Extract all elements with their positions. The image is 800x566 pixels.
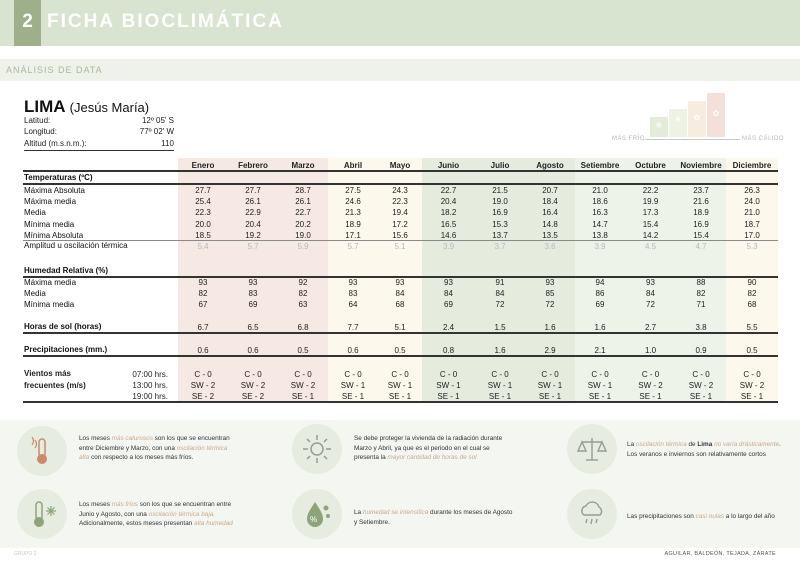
insight-humidity: La humedad se intensifica durante los meses de Agosto y Setiembre. xyxy=(354,509,513,526)
table-cell: 14.7 xyxy=(592,220,608,229)
altitude-field xyxy=(24,138,174,150)
table-cell: 17.0 xyxy=(744,231,760,240)
month-header: Julio xyxy=(490,161,510,170)
table-cell: 18.4 xyxy=(542,197,558,206)
table-cell: 19.2 xyxy=(245,231,261,240)
table-cell: 72 xyxy=(545,300,555,309)
table-cell: 0.6 xyxy=(197,346,209,355)
table-cell: SW - 1 xyxy=(487,381,513,390)
table-cell: 93 xyxy=(248,278,258,287)
table-cell: 68 xyxy=(747,300,757,309)
table-cell: SE - 2 xyxy=(241,392,265,401)
table-cell: 0.6 xyxy=(247,346,259,355)
wind-hour: 07:00 hrs. xyxy=(132,370,168,379)
altitude-label: Altitud (m.s.n.m.): xyxy=(24,139,87,148)
table-cell: C - 0 xyxy=(344,370,362,379)
table-cell: C - 0 xyxy=(244,370,262,379)
table-cell: 15.6 xyxy=(392,231,408,240)
insight-cold-months: Los meses más fríos son los que se encuentran entre Junio y Agosto, con una oscilación térmica baja. Adicionalmente, estos meses presentan alta humedad xyxy=(79,501,233,527)
table-cell: 0.5 xyxy=(394,346,406,355)
table-cell: C - 0 xyxy=(641,370,660,379)
table-cell: 5.5 xyxy=(746,323,758,332)
flower-icon: ✿ xyxy=(712,109,720,118)
table-cell: 91 xyxy=(495,278,505,287)
table-cell: 14.6 xyxy=(440,231,457,240)
table-cell: 72 xyxy=(495,300,505,309)
table-cell: 3.8 xyxy=(695,323,707,332)
table-cell: SW - 1 xyxy=(387,381,413,390)
table-cell: 22.9 xyxy=(245,208,261,217)
location-divider xyxy=(24,150,174,151)
table-cell: C - 0 xyxy=(439,370,458,379)
rain-cloud-icon xyxy=(567,489,617,539)
table-cell: 83 xyxy=(348,289,358,298)
table-cell: 1.5 xyxy=(494,323,506,332)
table-cell: SW - 2 xyxy=(240,381,266,390)
scale-bar-warmest xyxy=(707,93,725,137)
table-cell: 90 xyxy=(747,278,757,287)
table-cell: 20.4 xyxy=(440,197,457,206)
table-cell: SW - 1 xyxy=(537,381,563,390)
table-cell: 16.9 xyxy=(492,208,508,217)
table-cell: 1.0 xyxy=(644,346,657,355)
table-cell: 69 xyxy=(444,300,453,309)
table-cell: C - 0 xyxy=(743,370,761,379)
table-cell: 64 xyxy=(348,300,358,309)
table-cell: 4.5 xyxy=(644,242,657,251)
table-cell: 24.3 xyxy=(392,186,408,195)
section-number: 2 xyxy=(14,0,41,46)
scale-bar-coldest xyxy=(650,117,668,137)
table-cell: 4.7 xyxy=(695,242,707,251)
row-label: Mínima Absoluta xyxy=(24,231,84,240)
table-cell: 83 xyxy=(248,289,258,298)
table-cell: SE - 1 xyxy=(538,392,562,401)
table-rule xyxy=(23,170,778,172)
row-label: Amplitud u oscilación térmica xyxy=(24,241,128,250)
table-cell: 25.4 xyxy=(195,197,211,206)
svg-text:%: % xyxy=(310,515,318,524)
table-cell: 0.6 xyxy=(347,346,359,355)
month-header: Junio xyxy=(437,161,460,170)
scale-bar-warm xyxy=(688,101,706,137)
district-label: (Jesús María) xyxy=(69,100,150,115)
table-cell: 22.7 xyxy=(440,186,457,195)
insight-hot-months: Los meses más calurosos son los que se encuentran entre Diciembre y Marzo, con una oscilación térmica alta con respecto a los meses más fríos. xyxy=(79,435,230,461)
table-cell: 5.3 xyxy=(746,242,758,251)
insight-oscillation: La oscilación térmica de Lima no varía drásticamente. Los veranos e inviernos son relativamente cortos xyxy=(627,441,781,458)
sun-title: Horas de sol (horas) xyxy=(24,322,102,331)
table-cell: 67 xyxy=(198,300,208,309)
table-cell: SW - 2 xyxy=(190,381,216,390)
table-cell: 16.5 xyxy=(440,220,457,229)
table-cell: 26.1 xyxy=(245,197,261,206)
footer-group: GRUPO 2 xyxy=(14,551,37,557)
table-cell: 3.6 xyxy=(544,242,556,251)
insight-sun-hours: Se debe proteger la vivienda de la radiación durante Marzo y Abril, ya que es el periodo en el cual se presenta la mayor cantidad de horas de sol xyxy=(354,435,503,461)
table-cell: 84 xyxy=(444,289,453,298)
table-cell: 93 xyxy=(646,278,655,287)
table-cell: 21.6 xyxy=(693,197,709,206)
table-cell: 16.3 xyxy=(592,208,608,217)
longitude-field xyxy=(24,126,174,138)
table-cell: C - 0 xyxy=(692,370,710,379)
table-cell: 2.4 xyxy=(442,323,455,332)
table-cell: 1.6 xyxy=(594,323,606,332)
altitude-value: 110 xyxy=(161,139,174,148)
table-cell: 20.7 xyxy=(542,186,558,195)
table-cell: 27.5 xyxy=(345,186,361,195)
table-cell: 72 xyxy=(646,300,655,309)
table-cell: 7.7 xyxy=(347,323,359,332)
sun-icon xyxy=(292,424,342,474)
table-cell: 18.7 xyxy=(744,220,760,229)
table-cell: 93 xyxy=(348,278,358,287)
table-cell: 15.3 xyxy=(492,220,508,229)
table-cell: 5.7 xyxy=(347,242,359,251)
cold-thermometer-icon xyxy=(17,489,67,539)
month-header: Marzo xyxy=(291,161,315,170)
table-cell: 6.7 xyxy=(197,323,209,332)
table-cell: 22.2 xyxy=(642,186,659,195)
row-label: Máxima media xyxy=(24,197,77,206)
rain-title: Precipitaciones (mm.) xyxy=(24,345,108,354)
table-cell: 2.9 xyxy=(544,346,556,355)
table-cell: 18.5 xyxy=(195,231,211,240)
table-cell: 28.7 xyxy=(295,186,311,195)
longitude-value: 77º 02' W xyxy=(139,127,174,136)
wind-title: Vientos más xyxy=(24,369,71,378)
table-cell: 17.2 xyxy=(392,220,408,229)
table-cell: 26.1 xyxy=(295,197,311,206)
table-cell: 69 xyxy=(595,300,605,309)
snowflake-icon: ❄ xyxy=(674,115,682,124)
table-cell: 93 xyxy=(545,278,555,287)
table-cell: SE - 1 xyxy=(639,392,662,401)
month-header: Diciembre xyxy=(732,161,772,170)
table-cell: 92 xyxy=(298,278,308,287)
table-cell: 18.9 xyxy=(693,208,709,217)
table-cell: 20.0 xyxy=(195,220,211,229)
table-cell: 17.3 xyxy=(642,208,659,217)
table-cell: SE - 1 xyxy=(488,392,512,401)
table-cell: 24.6 xyxy=(345,197,361,206)
table-cell: 3.9 xyxy=(442,242,455,251)
humidity-title: Humedad Relativa (%) xyxy=(24,266,109,275)
table-cell: 6.8 xyxy=(297,323,309,332)
table-cell: 16.4 xyxy=(542,208,558,217)
table-cell: 18.6 xyxy=(592,197,608,206)
humidity-icon xyxy=(292,489,342,539)
scale-cold-label: MÁS FRÍO xyxy=(612,136,646,142)
table-cell: 13.5 xyxy=(542,231,558,240)
wind-hour: 13:00 hrs. xyxy=(132,381,168,390)
table-cell: SW - 1 xyxy=(340,381,366,390)
table-cell: SW - 1 xyxy=(587,381,613,390)
table-cell: 0.5 xyxy=(746,346,758,355)
table-cell: 15.4 xyxy=(693,231,709,240)
hot-thermometer-icon xyxy=(17,426,67,476)
table-cell: 1.6 xyxy=(544,323,556,332)
table-cell: 19.4 xyxy=(392,208,408,217)
table-cell: 19.0 xyxy=(295,231,311,240)
subheader-bar xyxy=(0,59,800,81)
table-cell: 13.7 xyxy=(492,231,508,240)
scale-bar-cold xyxy=(669,109,687,137)
page-title: FICHA BIOCLIMÁTICA xyxy=(47,11,284,32)
table-cell: SE - 1 xyxy=(588,392,612,401)
table-cell: 0.8 xyxy=(442,346,455,355)
table-cell: 21.5 xyxy=(492,186,508,195)
table-cell: 5.1 xyxy=(394,242,406,251)
table-cell: 22.7 xyxy=(295,208,311,217)
table-cell: 17.1 xyxy=(345,231,361,240)
table-cell: SE - 1 xyxy=(437,392,460,401)
header-bar xyxy=(0,0,800,46)
longitude-label: Longitud: xyxy=(24,127,57,136)
table-cell: 19.9 xyxy=(642,197,659,206)
city-label: LIMA xyxy=(24,97,65,116)
table-cell: 93 xyxy=(395,278,405,287)
table-cell: SW - 2 xyxy=(638,381,663,390)
table-cell: 5.4 xyxy=(197,242,209,251)
table-cell: 85 xyxy=(545,289,555,298)
table-cell: C - 0 xyxy=(391,370,409,379)
table-cell: 82 xyxy=(298,289,308,298)
table-cell: SE - 1 xyxy=(689,392,713,401)
table-cell: 82 xyxy=(747,289,757,298)
table-cell: SE - 1 xyxy=(388,392,412,401)
table-cell: SE - 1 xyxy=(341,392,365,401)
wind-hour: 19:00 hrs. xyxy=(132,392,168,401)
table-cell: C - 0 xyxy=(491,370,509,379)
insight-rain: Las precipitaciones son casi nulas a lo largo del año xyxy=(627,513,775,520)
table-cell: 13.8 xyxy=(592,231,608,240)
table-cell: 16.9 xyxy=(693,220,709,229)
table-cell: 84 xyxy=(646,289,655,298)
table-cell: 18.9 xyxy=(345,220,361,229)
table-cell: 3.7 xyxy=(494,242,506,251)
table-cell: 23.7 xyxy=(693,186,709,195)
table-cell: C - 0 xyxy=(591,370,609,379)
table-cell: 21.0 xyxy=(744,208,760,217)
table-cell: 21.3 xyxy=(345,208,361,217)
table-cell: 20.4 xyxy=(245,220,261,229)
table-cell: SW - 2 xyxy=(290,381,316,390)
table-cell: 6.5 xyxy=(247,323,259,332)
row-label: Media xyxy=(24,289,46,298)
table-cell: 69 xyxy=(248,300,258,309)
month-header: Abril xyxy=(343,161,363,170)
table-cell: SE - 2 xyxy=(191,392,215,401)
table-cell: 22.3 xyxy=(195,208,211,217)
table-cell: 63 xyxy=(298,300,308,309)
table-cell: 82 xyxy=(198,289,208,298)
scale-warm-label: MÁS CÁLIDO xyxy=(742,136,785,142)
table-cell: C - 0 xyxy=(294,370,312,379)
table-cell: SE - 1 xyxy=(291,392,315,401)
table-cell: 18.2 xyxy=(440,208,457,217)
month-header: Octubre xyxy=(635,161,666,170)
table-cell: 15.4 xyxy=(642,220,659,229)
month-header: Noviembre xyxy=(680,161,722,170)
row-label: Máxima Absoluta xyxy=(24,186,85,195)
table-cell: 93 xyxy=(198,278,208,287)
table-cell: 3.9 xyxy=(594,242,606,251)
table-cell: 68 xyxy=(395,300,405,309)
table-cell: SW - 2 xyxy=(739,381,765,390)
table-cell: SW - 1 xyxy=(436,381,461,390)
table-cell: 84 xyxy=(395,289,405,298)
footer-authors: AGUILAR, BALDEÓN, TEJADA, ZÁRATE xyxy=(664,551,776,557)
flower-icon: ✿ xyxy=(693,113,701,122)
table-cell: 5.9 xyxy=(297,242,309,251)
balance-scale-icon xyxy=(567,424,617,474)
table-cell: 20.2 xyxy=(295,220,311,229)
table-cell: 14.2 xyxy=(642,231,659,240)
row-label: Máxima media xyxy=(24,278,77,287)
table-cell: 19.0 xyxy=(492,197,508,206)
section-subtitle: ANÁLISIS DE DATA xyxy=(6,65,103,75)
scale-arrow-line xyxy=(645,139,740,140)
table-cell: 27.7 xyxy=(245,186,261,195)
table-cell: SE - 1 xyxy=(740,392,764,401)
month-header: Mayo xyxy=(389,161,411,170)
table-cell: 21.0 xyxy=(592,186,608,195)
table-cell: 94 xyxy=(595,278,605,287)
table-cell: 22.3 xyxy=(392,197,408,206)
table-cell: 2.1 xyxy=(594,346,606,355)
latitude-value: 12º 05' S xyxy=(141,116,174,125)
table-cell: 5.7 xyxy=(247,242,259,251)
city-name xyxy=(24,97,149,117)
table-cell: 71 xyxy=(696,300,706,309)
month-header: Setiembre xyxy=(580,161,620,170)
row-label: Mínima media xyxy=(24,220,75,229)
temperature-title: Temperaturas (ºC) xyxy=(24,173,93,182)
table-cell: 0.9 xyxy=(695,346,707,355)
table-cell: C - 0 xyxy=(194,370,212,379)
month-header: Agosto xyxy=(536,161,564,170)
wind-title-2: frecuentes (m/s) xyxy=(24,381,86,390)
snowflake-icon: ❄ xyxy=(655,121,663,130)
table-cell: 14.8 xyxy=(542,220,558,229)
table-cell: 0.5 xyxy=(297,346,309,355)
row-label: Mínima media xyxy=(24,300,75,309)
month-header: Febrero xyxy=(238,161,268,170)
table-cell: 24.0 xyxy=(744,197,760,206)
month-header: Enero xyxy=(191,161,215,170)
table-cell: 82 xyxy=(696,289,706,298)
table-cell: 26.3 xyxy=(744,186,760,195)
table-cell: 1.6 xyxy=(494,346,506,355)
table-cell: 93 xyxy=(444,278,453,287)
latitude-label: Latitud: xyxy=(24,116,51,125)
row-label: Media xyxy=(24,208,46,217)
table-cell: C - 0 xyxy=(541,370,559,379)
table-cell: 5.1 xyxy=(394,323,406,332)
table-cell: 2.7 xyxy=(644,323,657,332)
table-cell: 84 xyxy=(495,289,505,298)
table-cell: SW - 2 xyxy=(688,381,714,390)
table-cell: 88 xyxy=(696,278,706,287)
table-cell: 27.7 xyxy=(195,186,211,195)
table-cell: 86 xyxy=(595,289,605,298)
